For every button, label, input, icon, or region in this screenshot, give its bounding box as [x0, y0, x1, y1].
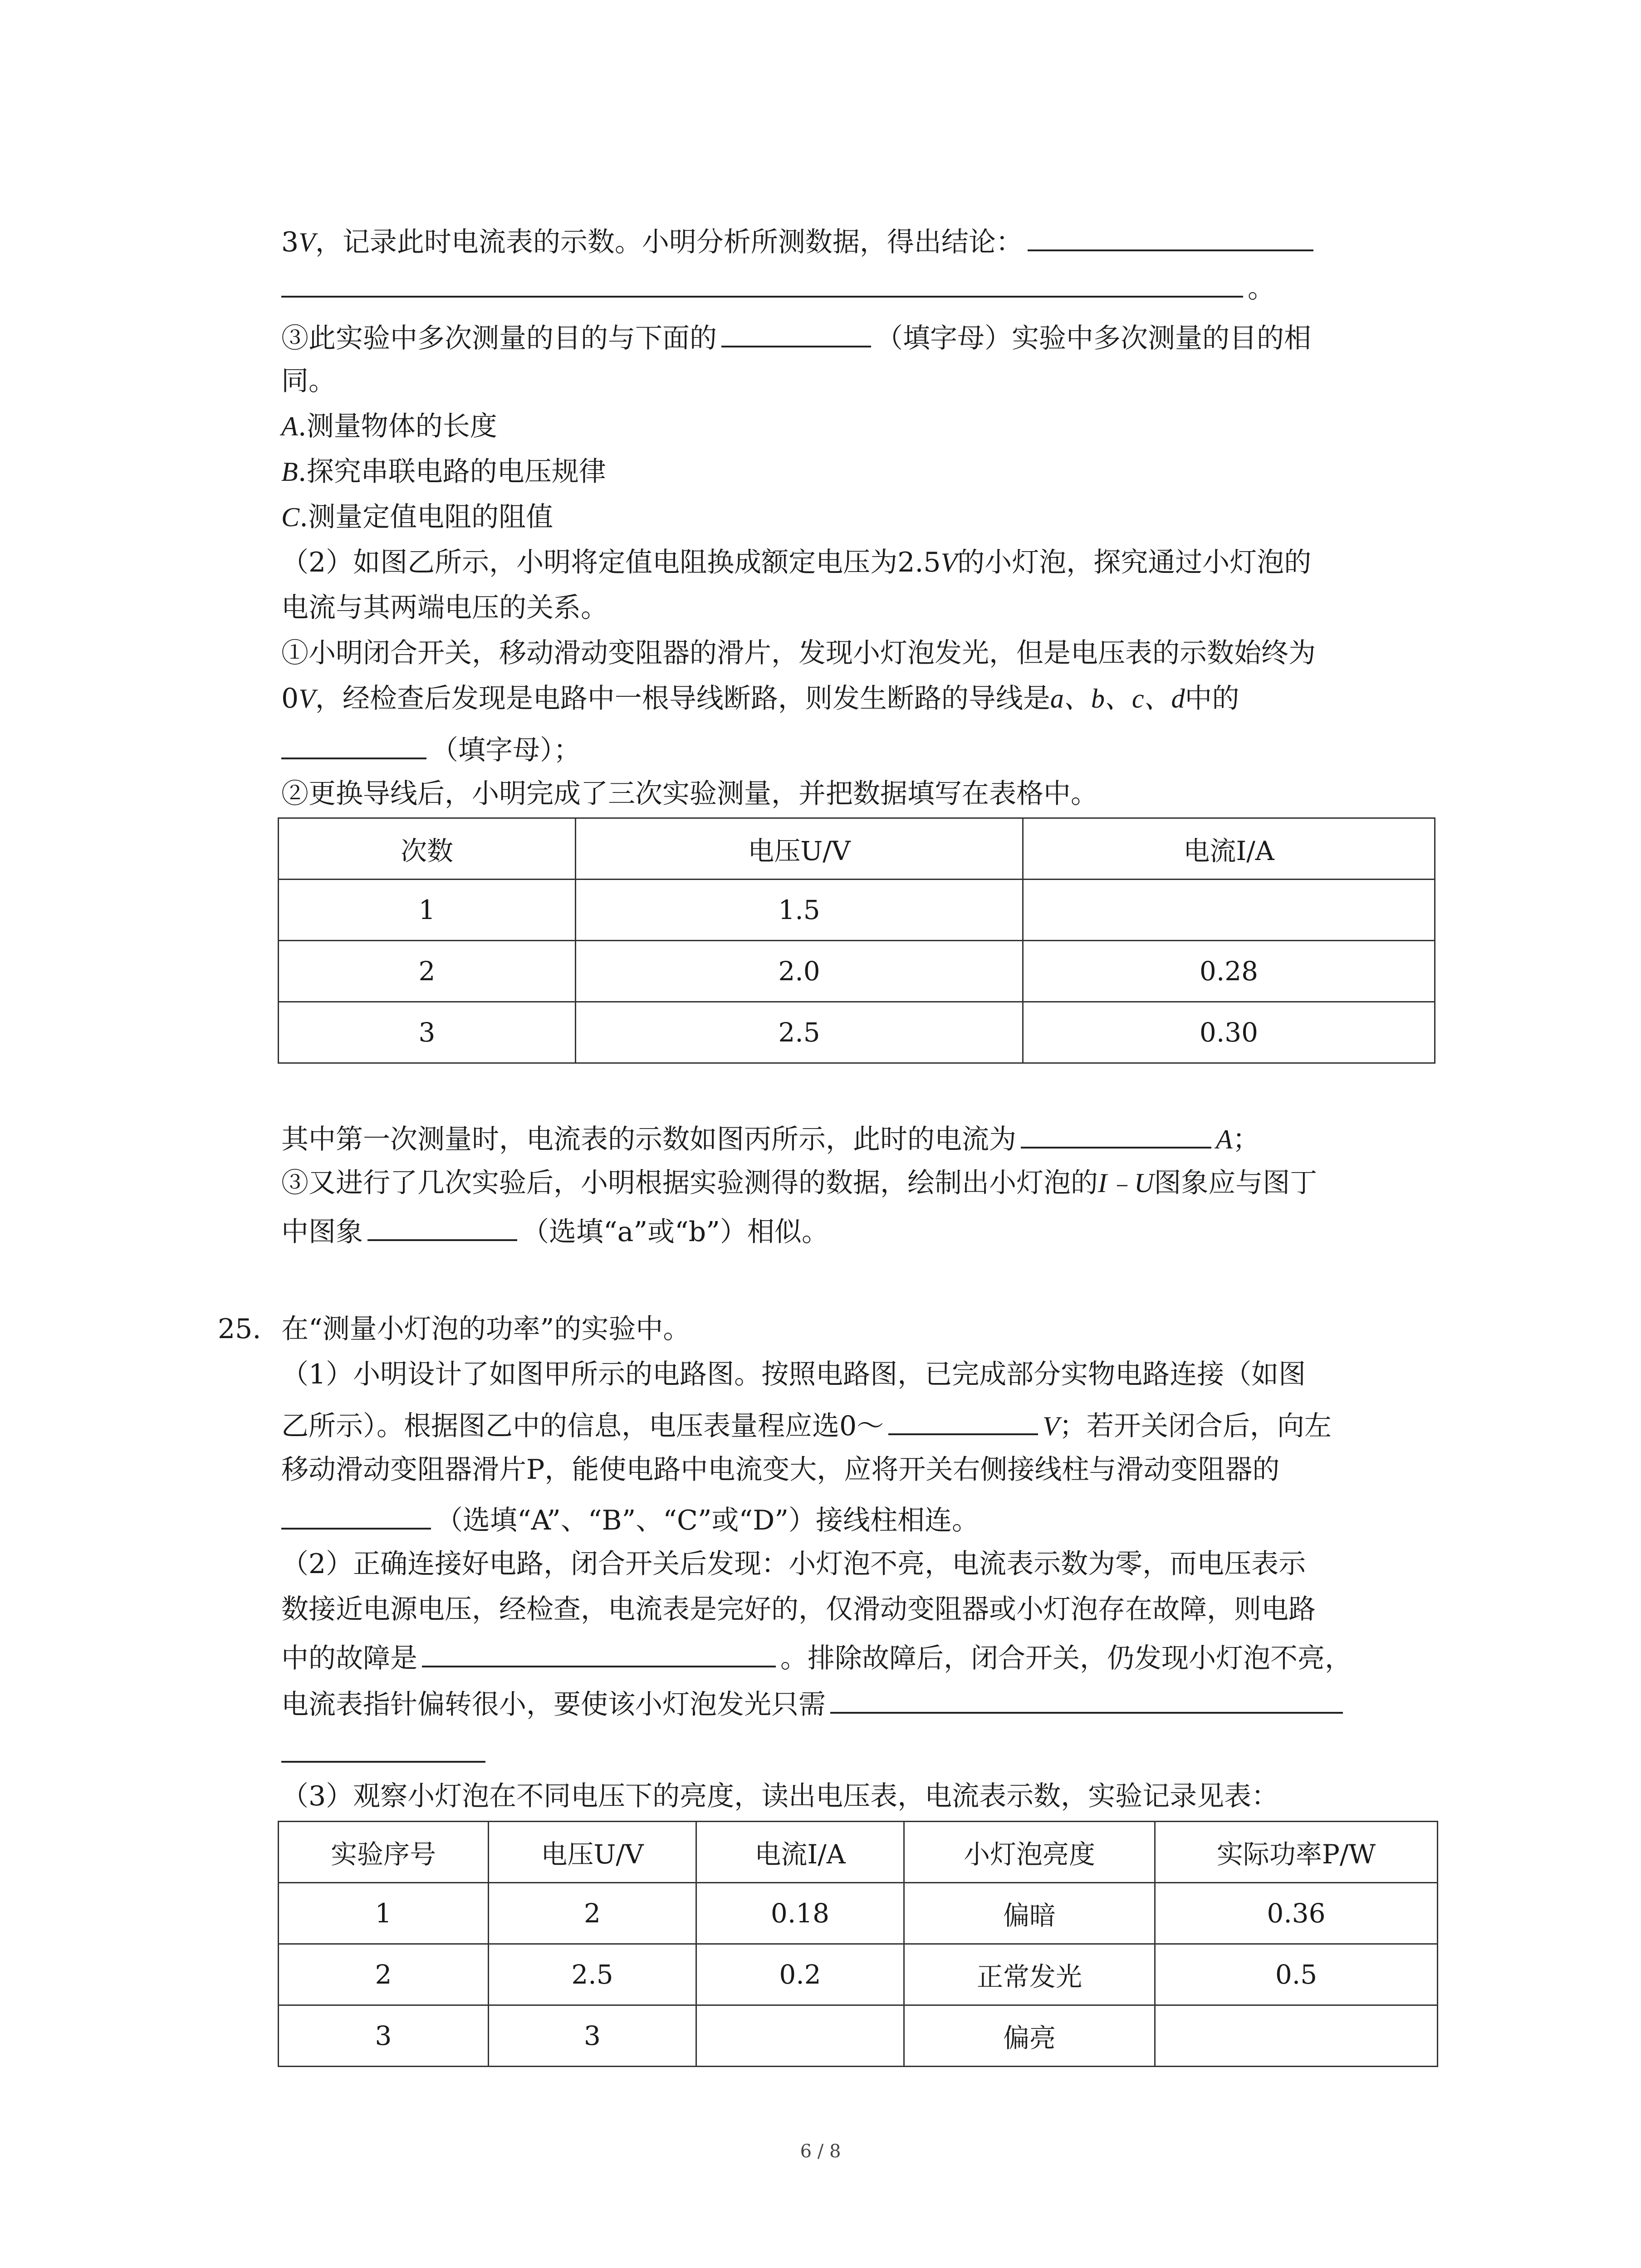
- table-header-row: [279, 1822, 1438, 1883]
- cell: 0.30: [1023, 1002, 1435, 1063]
- answer-blank[interactable]: [830, 1684, 1343, 1714]
- q24-line-2: [281, 268, 1434, 307]
- cell[interactable]: [1155, 2005, 1438, 2067]
- header-cell: 电流I/A: [1023, 818, 1435, 880]
- text: ，经检查后发现是电路中一根导线断路，则发生断路的导线是: [315, 683, 1050, 714]
- q24-part2-line-1: [281, 544, 1434, 581]
- cell: 3: [279, 2005, 489, 2067]
- answer-blank[interactable]: [422, 1637, 776, 1667]
- text: 其中第一次测量时，电流表的示数如图丙所示，此时的电流为: [281, 1124, 1016, 1155]
- wire-labels: a、b、c、d: [1050, 684, 1185, 714]
- cell: 3: [279, 1002, 576, 1063]
- answer-blank[interactable]: [367, 1211, 517, 1241]
- q24-after-table-line: [281, 1119, 1434, 1158]
- answer-blank[interactable]: [281, 1733, 485, 1763]
- answer-blank[interactable]: [281, 1500, 431, 1530]
- option-a: [281, 408, 1434, 445]
- text: ③此实验中多次测量的目的与下面的: [281, 323, 717, 354]
- cell: 2: [489, 1883, 696, 1944]
- question-number: 25.: [218, 1313, 261, 1345]
- q24-step1-line-2: [281, 680, 1434, 717]
- data-table-1: [278, 817, 1435, 1064]
- cell: 0.36: [1155, 1883, 1438, 1944]
- cell: 2.5: [489, 1944, 696, 2005]
- unit: V: [1043, 1411, 1059, 1441]
- answer-blank[interactable]: [721, 318, 871, 347]
- cell[interactable]: [696, 2005, 904, 2067]
- option-letter: A: [281, 411, 298, 441]
- q24-step2: ②更换导线后，小明完成了三次实验测量，并把数据填写在表格中。: [281, 778, 1098, 810]
- header-cell: 小灯泡亮度: [904, 1822, 1155, 1883]
- cell: 2.0: [576, 941, 1023, 1002]
- unit: V: [941, 547, 958, 577]
- cell: 2: [279, 1944, 489, 2005]
- option-text: .测量定值电阻的阻值: [299, 501, 554, 533]
- unit: V: [299, 227, 315, 257]
- table-row: [279, 1883, 1438, 1944]
- q25-part2-line-4: [281, 1684, 1434, 1723]
- text: 中图象: [281, 1216, 363, 1248]
- header-cell: 次数: [279, 818, 576, 880]
- text: ，记录此时电流表的示数。小明分析所测数据，得出结论：: [315, 226, 1023, 258]
- table-row: [279, 2005, 1438, 2067]
- q24-step1-line-3: [281, 729, 1434, 768]
- q25-part1-line-3: 移动滑动变阻器滑片P，能使电路中电流变大，应将开关右侧接线柱与滑动变阻器的: [281, 1454, 1280, 1486]
- text: 图象应与图丁: [1154, 1167, 1318, 1199]
- option-c: [281, 499, 1434, 535]
- cell: 2.5: [576, 1002, 1023, 1063]
- option-text: .测量物体的长度: [298, 411, 497, 442]
- text: （填字母）实验中多次测量的目的相: [876, 323, 1311, 354]
- cell: 1: [279, 880, 576, 941]
- q25-part3: （3）观察小灯泡在不同电压下的亮度，读出电压表，电流表示数，实验记录见表：: [281, 1780, 1279, 1812]
- cell: 偏暗: [904, 1883, 1155, 1944]
- header-cell: 电压U/V: [489, 1822, 696, 1883]
- data-table-2: [278, 1821, 1438, 2067]
- header-cell: 实验序号: [279, 1822, 489, 1883]
- page-number: 6 / 8: [800, 2141, 841, 2162]
- cell: 0.2: [696, 1944, 904, 2005]
- text: 3: [281, 226, 299, 258]
- text: 中的: [1185, 683, 1239, 714]
- unit: A: [1216, 1124, 1233, 1154]
- q25-part2-line-1: （2）正确连接好电路，闭合开关后发现：小灯泡不亮，电流表示数为零，而电压表示: [281, 1548, 1306, 1580]
- q25-part2-line-5: [281, 1733, 1434, 1772]
- header-cell: 电压U/V: [576, 818, 1023, 880]
- q25-part2-line-3: [281, 1637, 1434, 1677]
- cell: 1.5: [576, 880, 1023, 941]
- cell: 1: [279, 1883, 489, 1944]
- text: ；若开关闭合后，向左: [1059, 1410, 1332, 1442]
- cell: 2: [279, 941, 576, 1002]
- q24-step1-line-1: ①小明闭合开关，移动滑动变阻器的滑片，发现小灯泡发光，但是电压表的示数始终为: [281, 637, 1316, 669]
- option-text: .探究串联电路的电压规律: [298, 456, 606, 488]
- text: 。排除故障后，闭合开关，仍发现小灯泡不亮，: [780, 1642, 1352, 1674]
- cell: 正常发光: [904, 1944, 1155, 2005]
- table-row: [279, 1002, 1435, 1063]
- cell: 0.18: [696, 1883, 904, 1944]
- text: （选填“a”或“b”）相似。: [522, 1216, 829, 1248]
- answer-blank[interactable]: [281, 268, 1243, 298]
- cell: 偏亮: [904, 2005, 1155, 2067]
- header-cell: 实际功率P/W: [1155, 1822, 1438, 1883]
- table-row: [279, 1944, 1438, 2005]
- q24-part2-line-2: 电流与其两端电压的关系。: [281, 592, 608, 624]
- text: （填字母）；: [431, 734, 581, 766]
- unit: V: [299, 684, 315, 714]
- table-header-row: [279, 818, 1435, 880]
- q24-step3-line-2: [281, 1211, 1434, 1250]
- option-letter: B: [281, 457, 298, 487]
- answer-blank[interactable]: [1021, 1119, 1211, 1149]
- q24-line-4: 同。: [281, 365, 336, 397]
- cell: 0.5: [1155, 1944, 1438, 2005]
- q24-line-3: [281, 318, 1434, 357]
- answer-blank[interactable]: [281, 729, 426, 759]
- text: 中的故障是: [281, 1642, 417, 1674]
- iu-label: I﹣U: [1098, 1168, 1154, 1198]
- q25-title: 在“测量小灯泡的功率”的实验中。: [281, 1313, 691, 1345]
- text: 。: [1248, 273, 1275, 304]
- text: （选填“A”、“B”、“C”或“D”）接线柱相连。: [436, 1505, 980, 1536]
- option-letter: C: [281, 502, 300, 532]
- text: 乙所示）。根据图乙中的信息，电压表量程应选0～: [281, 1410, 884, 1442]
- cell[interactable]: [1023, 880, 1435, 941]
- value: 0: [281, 683, 299, 714]
- q24-step3-line-1: [281, 1165, 1434, 1201]
- q25-part2-line-2: 数接近电源电压，经检查，电流表是完好的，仅滑动变阻器或小灯泡存在故障，则电路: [281, 1593, 1316, 1625]
- text: ③又进行了几次实验后，小明根据实验测得的数据，绘制出小灯泡的: [281, 1167, 1098, 1199]
- value: 2.5: [897, 547, 941, 578]
- cell: 0.28: [1023, 941, 1435, 1002]
- answer-blank[interactable]: [888, 1405, 1038, 1435]
- text: 电流表指针偏转很小，要使该小灯泡发光只需: [281, 1689, 826, 1721]
- answer-blank[interactable]: [1028, 221, 1313, 251]
- text: 的小灯泡，探究通过小灯泡的: [957, 547, 1312, 578]
- q25-part1-line-4: [281, 1500, 1434, 1539]
- option-b: [281, 454, 1434, 490]
- cell: 3: [489, 2005, 696, 2067]
- text: （2）如图乙所示，小明将定值电阻换成额定电压为: [281, 547, 898, 578]
- table-row: [279, 880, 1435, 941]
- header-cell: 电流I/A: [696, 1822, 904, 1883]
- q24-line-1: [281, 221, 1434, 260]
- q25-part1-line-2: [281, 1405, 1434, 1444]
- text: ；: [1232, 1124, 1260, 1155]
- table-row: [279, 941, 1435, 1002]
- q25-part1-line-1: （1）小明设计了如图甲所示的电路图。按照电路图，已完成部分实物电路连接（如图: [281, 1359, 1306, 1390]
